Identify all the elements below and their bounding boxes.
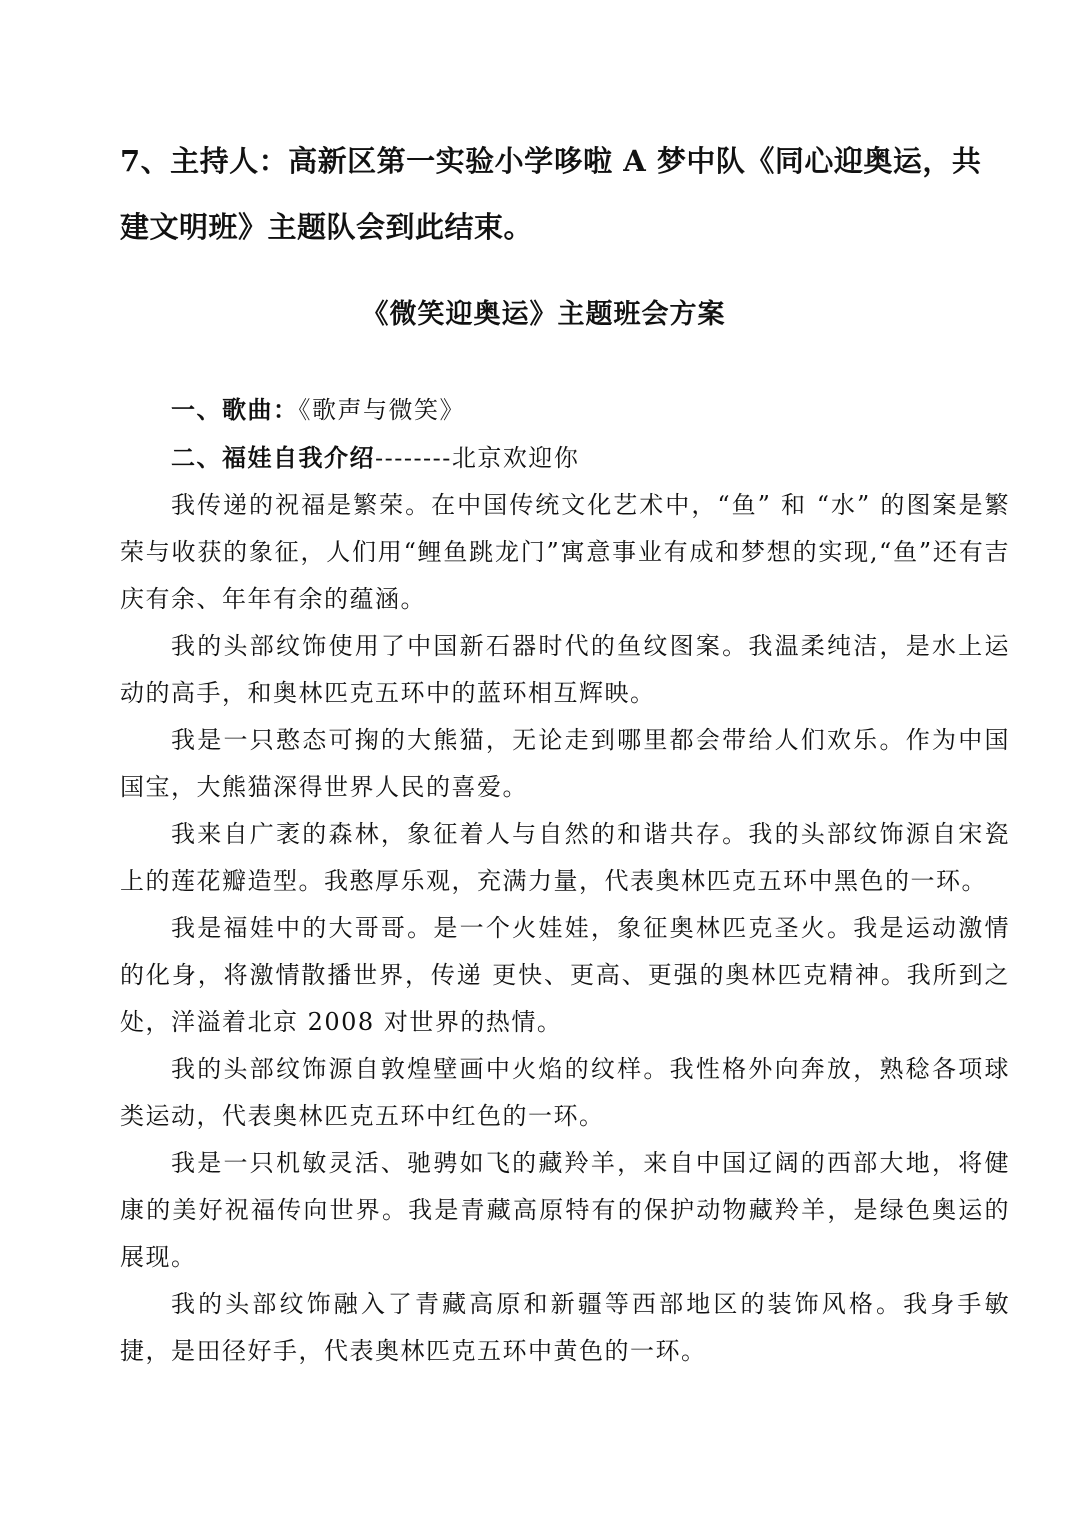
plan-title: 《微笑迎奥运》主题班会方案: [361, 299, 726, 330]
paragraph-5: 我是福娃中的大哥哥。是一个火娃娃，象征奥林匹克圣火。我是运动激情的化身，将激情散播世界，传递 更快、更高、更强的奥林匹克精神。我所到之处，洋溢着北京 2008 对世界的热情。: [120, 914, 1010, 1036]
paragraph-3: 我是一只憨态可掬的大熊猫，无论走到哪里都会带给人们欢乐。作为中国国宝，大熊猫深得世界人民的喜爱。: [120, 726, 1010, 801]
fuwa-intro-value: --------北京欢迎你: [375, 444, 580, 472]
paragraph-2: 我的头部纹饰使用了中国新石器时代的鱼纹图案。我温柔纯洁，是水上运动的高手，和奥林匹克五环中的蓝环相互辉映。: [120, 632, 1010, 707]
song-value: 《歌声与微笑》: [298, 396, 465, 424]
plan-body: [120, 386, 1010, 1375]
song-label: 一、歌曲：: [171, 395, 299, 424]
closing-statement: 7、主持人：高新区第一实验小学哆啦 A 梦中队《同心迎奥运，共建文明班》主题队会到此结束。: [120, 144, 982, 244]
fuwa-intro-label: 二、福娃自我介绍: [171, 443, 375, 472]
paragraph-8: 我的头部纹饰融入了青藏高原和新疆等西部地区的装饰风格。我身手敏捷，是田径好手，代表奥林匹克五环中黄色的一环。: [120, 1290, 1010, 1365]
fuwa-intro-line: [120, 434, 1010, 482]
paragraph-1: 我传递的祝福是繁荣。在中国传统文化艺术中，“鱼” 和 “水” 的图案是繁荣与收获的象征，人们用“鲤鱼跳龙门”寓意事业有成和梦想的实现,“鱼”还有吉庆有余、年年有余的蕴涵。: [120, 491, 1010, 613]
paragraph-6: 我的头部纹饰源自敦煌壁画中火焰的纹样。我性格外向奔放，熟稔各项球类运动，代表奥林匹克五环中红色的一环。: [120, 1055, 1010, 1130]
paragraph-4: 我来自广袤的森林，象征着人与自然的和谐共存。我的头部纹饰源自宋瓷上的莲花瓣造型。我憨厚乐观，充满力量，代表奥林匹克五环中黑色的一环。: [120, 820, 1010, 895]
paragraph-7: 我是一只机敏灵活、驰骋如飞的藏羚羊，来自中国辽阔的西部大地，将健康的美好祝福传向世界。我是青藏高原特有的保护动物藏羚羊，是绿色奥运的展现。: [120, 1149, 1010, 1271]
song-line: [120, 386, 1010, 434]
